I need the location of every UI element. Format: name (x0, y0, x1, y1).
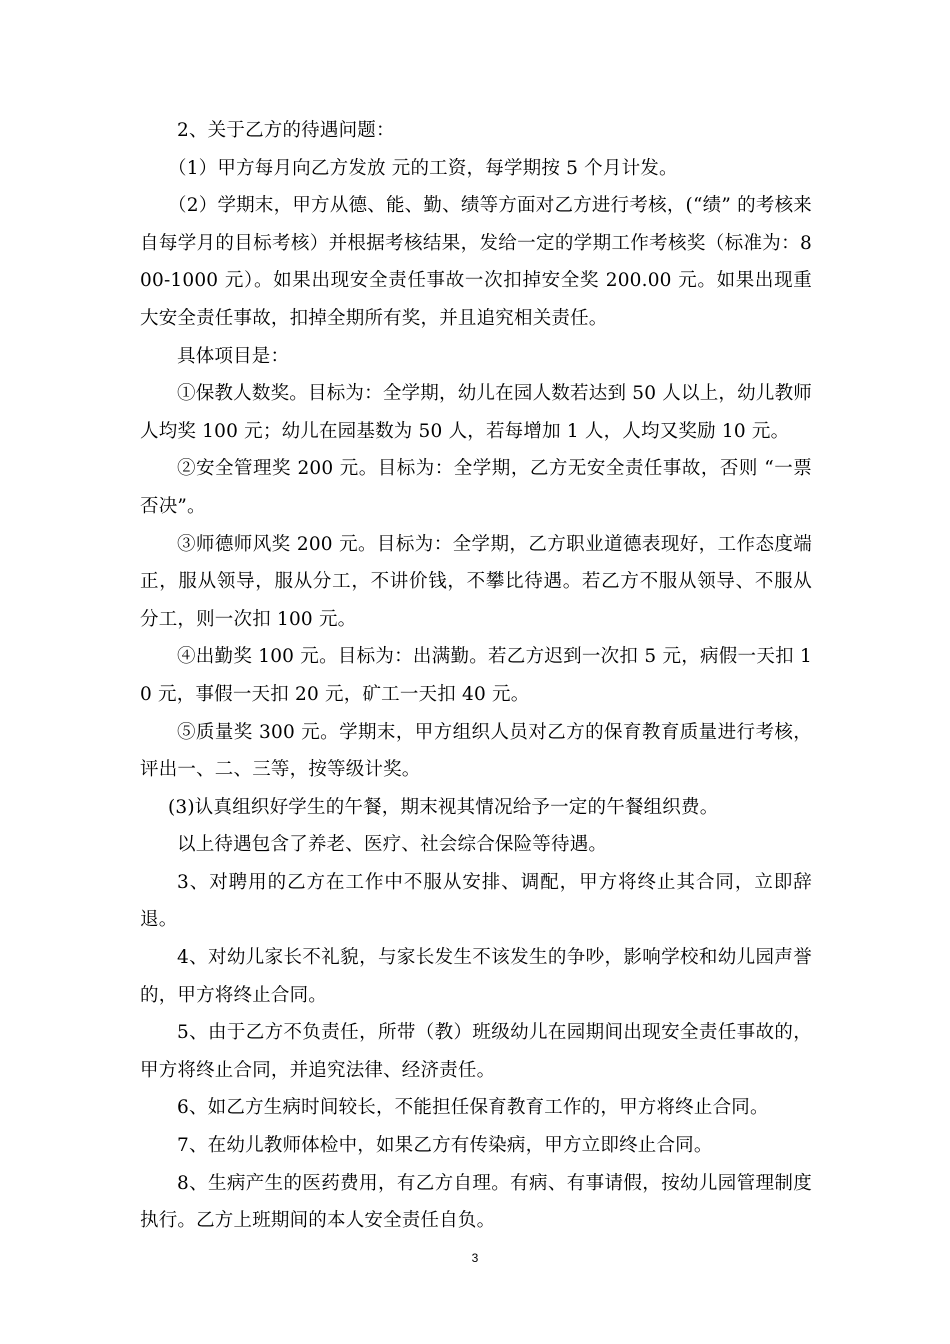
paragraph-enrollment-award: ①保教人数奖。目标为：全学期，幼儿在园人数若达到 50 人以上，幼儿教师人均奖 100 元；幼儿在园基数为 50 人，若每增加 1 人，人均又奖励 10 元。 (140, 383, 812, 442)
page-number: 3 (471, 1251, 479, 1265)
paragraph-clause-3: 3、对聘用的乙方在工作中不服从安排、调配，甲方将终止其合同，立即辞退。 (140, 871, 812, 931)
paragraph-lunch-fee: (3)认真组织好学生的午餐，期末视其情况给予一定的午餐组织费。 (168, 796, 719, 818)
paragraph-safety-award: ②安全管理奖 200 元。目标为：全学期，乙方无安全责任事故，否则 “一票否决”。 (140, 458, 812, 517)
paragraph-quality-award: ⑤质量奖 300 元。学期末，甲方组织人员对乙方的保育教育质量进行考核，评出一、二、三等，按等级计奖。 (140, 721, 812, 781)
paragraph-clause-5: 5、由于乙方不负责任，所带（教）班级幼儿在园期间出现安全责任事故的，甲方将终止合同，并追究法律、经济责任。 (140, 1022, 812, 1081)
paragraph-insurance: 以上待遇包含了养老、医疗、社会综合保险等待遇。 (177, 834, 608, 856)
paragraph-treatment-heading: 2、关于乙方的待遇问题： (177, 120, 395, 141)
paragraph-clause-6: 6、如乙方生病时间较长，不能担任保育教育工作的，甲方将终止合同。 (177, 1097, 769, 1119)
paragraph-salary: （1）甲方每月向乙方发放 元的工资，每学期按 5 个月计发。 (168, 157, 678, 179)
paragraph-ethics-award: ③师德师风奖 200 元。目标为：全学期，乙方职业道德表现好，工作态度端正，服从领导，服从分工，不讲价钱，不攀比待遇。若乙方不服从领导、不服从分工，则一次扣 100 元。 (140, 533, 812, 630)
paragraph-clause-7: 7、在幼儿教师体检中，如果乙方有传染病，甲方立即终止合同。 (177, 1135, 713, 1157)
paragraph-assessment: （2）学期末，甲方从德、能、勤、绩等方面对乙方进行考核，(“绩” 的考核来自每学月的目标考核）并根据考核结果，发给一定的学期工作考核奖（标准为：800-1000 元）。如果出现安全责任事故一次扣掉安全奖 200.00 元。如果出现重大安全责任事故，扣掉全期所有奖，并且追究相关责任。 (140, 195, 812, 329)
document-body (140, 112, 812, 1240)
paragraph-items-intro: 具体项目是： (177, 345, 290, 367)
paragraph-clause-4: 4、对幼儿家长不礼貌，与家长发生不该发生的争吵，影响学校和幼儿园声誉的，甲方将终止合同。 (140, 947, 812, 1006)
paragraph-clause-8: 8、生病产生的医药费用，有乙方自理。有病、有事请假，按幼儿园管理制度执行。乙方上班期间的本人安全责任自负。 (140, 1172, 812, 1232)
paragraph-attendance-award: ④出勤奖 100 元。目标为：出满勤。若乙方迟到一次扣 5 元，病假一天扣 10 元，事假一天扣 20 元，矿工一天扣 40 元。 (140, 646, 812, 705)
